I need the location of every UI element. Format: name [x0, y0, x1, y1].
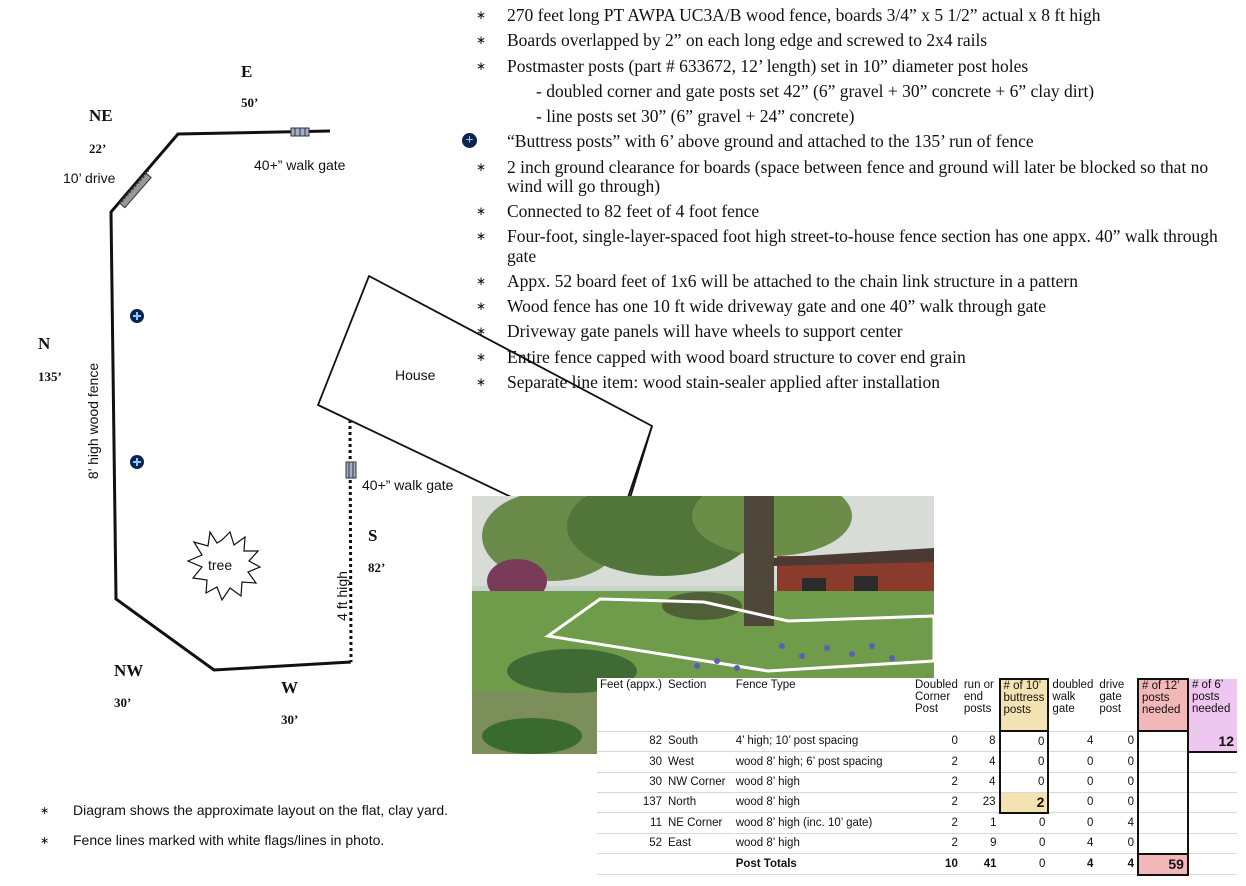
table-row: 137 North wood 8’ high 2 23 2 0 0 — [597, 792, 1237, 813]
west-label: W — [281, 678, 298, 697]
south-length: 82’ — [368, 560, 386, 575]
bullet-item: ∗ Driveway gate panels will have wheels to support center — [476, 321, 903, 342]
buttress-post-icon — [130, 455, 144, 469]
walk-gate-top-label: 40+” walk gate — [254, 157, 346, 173]
bullet-buttress-item: + “Buttress posts” with 6’ above ground and attached to the 135’ run of fence — [462, 132, 1246, 151]
bullet-item: ∗ Boards overlapped by 2” on each long edge and screwed to 2x4 rails — [476, 30, 988, 51]
walk-gate-south-icon — [346, 462, 356, 478]
buttress-post-icon — [462, 133, 477, 148]
table-row: 30 West wood 8’ high; 6’ post spacing 2 4 0 0 0 — [597, 752, 1237, 773]
west-length: 30’ — [281, 712, 299, 727]
short-fence-label: 4 ft high — [334, 571, 350, 621]
table-totals-row: Post Totals 10 41 0 4 4 59 — [597, 854, 1237, 875]
bullet-item: ∗ 2 inch ground clearance for boards (space between fence and ground will later be blocked so that no wind will go through) — [476, 156, 1209, 196]
east-length: 50’ — [241, 95, 259, 110]
table-row: 30 NW Corner wood 8’ high 2 4 0 0 0 — [597, 772, 1237, 792]
header-6ft-posts: # of 6’ posts needed — [1188, 679, 1237, 731]
bullet-item: ∗ Wood fence has one 10 ft wide driveway gate and one 40” walk through gate — [476, 296, 1046, 316]
drive-gate-icon — [120, 171, 152, 208]
bullet-item: ∗ Separate line item: wood stain-sealer applied after installation — [476, 371, 940, 392]
header-drive-gate: drive gate post — [1096, 679, 1138, 731]
table-row: 11 NE Corner wood 8’ high (inc. 10’ gate) 2 1 0 0 4 — [597, 813, 1237, 834]
header-doubled-corner: Doubled Corner Post — [912, 679, 961, 731]
drive-gate-label: 10’ drive — [63, 170, 116, 186]
house-label: House — [395, 367, 436, 383]
east-label: E — [241, 62, 253, 81]
header-walk-gate: doubled walk gate — [1048, 679, 1096, 731]
bullet-item: ∗ Four-foot, single-layer-spaced foot high street-to-house fence section has one appx. 40” walk through gate — [476, 226, 1218, 266]
walk-gate-south-label: 40+” walk gate — [362, 477, 454, 493]
bullet-item: ∗ Entire fence capped with wood board structure to cover end grain — [476, 346, 966, 367]
header-section: Section — [665, 679, 733, 731]
northwest-label: NW — [114, 661, 144, 680]
spec-bullet-list — [476, 6, 1246, 398]
northeast-label: NE — [89, 106, 113, 125]
bullet-item: ∗ Connected to 82 feet of 4 foot fence — [476, 201, 760, 221]
header-fence-type: Fence Type — [733, 679, 912, 731]
photo-pointer-line — [630, 426, 652, 498]
wood-fence-label: 8’ high wood fence — [85, 362, 101, 480]
note-item: ∗ Fence lines marked with white flags/lines in photo. — [40, 832, 385, 848]
northeast-length: 22’ — [89, 141, 107, 156]
short-fence-line — [350, 420, 351, 662]
south-label: S — [368, 526, 378, 545]
bullet-item: ∗ Appx. 52 board feet of 1x6 will be attached to the chain link structure in a pattern — [476, 270, 1078, 291]
header-run-end: run or end posts — [961, 679, 1000, 731]
bullet-subitem: - doubled corner and gate posts set 42” (6” gravel + 30” concrete + 6” clay dirt) — [536, 80, 1095, 101]
buttress-post-icon — [130, 309, 144, 323]
tree-label: tree — [208, 557, 233, 573]
bullet-item: ∗ Postmaster posts (part # 633672, 12’ length) set in 10” diameter post holes — [476, 55, 1029, 76]
header-buttress: # of 10’ buttress posts — [1000, 679, 1049, 731]
diagram-notes — [40, 802, 448, 862]
walk-gate-top-icon — [291, 128, 309, 136]
header-12ft-posts: # of 12’ posts needed — [1138, 679, 1188, 731]
table-row: 52 East wood 8’ high 2 9 0 4 0 — [597, 833, 1237, 854]
bullet-subitem: - line posts set 30” (6” gravel + 24” concrete) — [536, 106, 855, 126]
northwest-length: 30’ — [114, 695, 132, 710]
north-label: N — [38, 334, 51, 353]
post-count-table — [597, 678, 1237, 872]
table-row: 82 South 4’ high; 10’ post spacing 0 8 0 4 0 12 — [597, 731, 1237, 752]
bullet-item: ∗ 270 feet long PT AWPA UC3A/B wood fence, boards 3/4” x 5 1/2” actual x 8 ft high — [476, 5, 1101, 25]
header-feet: Feet (appx.) — [597, 679, 665, 731]
note-item: ∗ Diagram shows the approximate layout on the flat, clay yard. — [40, 802, 449, 818]
north-length: 135’ — [38, 369, 62, 384]
